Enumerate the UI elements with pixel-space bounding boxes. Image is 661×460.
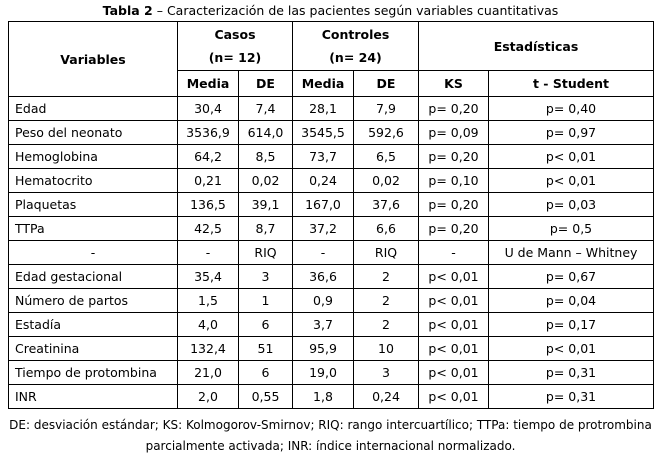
header-casos <box>178 22 293 71</box>
header-variables: Variables <box>9 22 178 97</box>
value-cell: 35,4 <box>178 265 239 289</box>
value-cell: p= 0,97 <box>489 121 654 145</box>
footnote-line1: DE: desviación estándar; KS: Kolmogorov-Smirnov; RIQ: rango intercuartílico; TTPa: tiempo de protrombina <box>9 418 652 432</box>
header-controles-line1: Controles <box>321 27 390 42</box>
value-cell: p< 0,01 <box>489 337 654 361</box>
value-cell: 614,0 <box>239 121 293 145</box>
table-row <box>9 289 654 313</box>
value-cell: 1 <box>239 289 293 313</box>
header-group-row <box>9 22 654 71</box>
value-cell: 592,6 <box>354 121 419 145</box>
value-cell: 3,7 <box>293 313 354 337</box>
subheader-de-controles: DE <box>354 71 419 97</box>
value-cell: p= 0,03 <box>489 193 654 217</box>
value-cell: p= 0,40 <box>489 97 654 121</box>
footnote <box>0 415 661 457</box>
value-cell: 37,2 <box>293 217 354 241</box>
value-cell: p= 0,04 <box>489 289 654 313</box>
value-cell: 19,0 <box>293 361 354 385</box>
subheader-media-casos: Media <box>178 71 239 97</box>
value-cell: p< 0,01 <box>489 169 654 193</box>
value-cell: 6,6 <box>354 217 419 241</box>
value-cell: 6 <box>239 313 293 337</box>
value-cell: U de Mann – Whitney <box>489 241 654 265</box>
value-cell: 64,2 <box>178 145 239 169</box>
table-row <box>9 169 654 193</box>
variable-cell: Número de partos <box>9 289 178 313</box>
value-cell: p< 0,01 <box>419 337 489 361</box>
header-estadisticas: Estadísticas <box>419 22 654 71</box>
value-cell: 95,9 <box>293 337 354 361</box>
table-row <box>9 361 654 385</box>
value-cell: p= 0,5 <box>489 217 654 241</box>
value-cell: 1,8 <box>293 385 354 409</box>
value-cell: - <box>419 241 489 265</box>
value-cell: 2 <box>354 289 419 313</box>
value-cell: 0,02 <box>239 169 293 193</box>
value-cell: 6,5 <box>354 145 419 169</box>
value-cell: 3536,9 <box>178 121 239 145</box>
table-row <box>9 337 654 361</box>
value-cell: 0,9 <box>293 289 354 313</box>
value-cell: p< 0,01 <box>419 313 489 337</box>
value-cell: 30,4 <box>178 97 239 121</box>
variable-cell: Estadía <box>9 313 178 337</box>
header-casos-line1: Casos <box>214 27 256 42</box>
value-cell: p< 0,01 <box>419 289 489 313</box>
value-cell: p= 0,09 <box>419 121 489 145</box>
subheader-t-student: t - Student <box>489 71 654 97</box>
value-cell: p< 0,01 <box>419 385 489 409</box>
value-cell: - <box>178 241 239 265</box>
value-cell: p= 0,31 <box>489 361 654 385</box>
value-cell: 132,4 <box>178 337 239 361</box>
variable-cell: Peso del neonato <box>9 121 178 145</box>
header-controles <box>293 22 419 71</box>
value-cell: 6 <box>239 361 293 385</box>
table-row <box>9 217 654 241</box>
value-cell: p< 0,01 <box>419 265 489 289</box>
value-cell: p< 0,01 <box>419 361 489 385</box>
value-cell: RIQ <box>354 241 419 265</box>
table-caption-text: – Caracterización de las pacientes según variables cuantitativas <box>156 3 559 18</box>
variable-cell: Hematocrito <box>9 169 178 193</box>
value-cell: 3545,5 <box>293 121 354 145</box>
value-cell: 0,21 <box>178 169 239 193</box>
value-cell: 1,5 <box>178 289 239 313</box>
variable-cell: Plaquetas <box>9 193 178 217</box>
table-body <box>9 97 654 409</box>
value-cell: 7,4 <box>239 97 293 121</box>
value-cell: 73,7 <box>293 145 354 169</box>
subheader-de-casos: DE <box>239 71 293 97</box>
value-cell: 36,6 <box>293 265 354 289</box>
value-cell: 3 <box>354 361 419 385</box>
value-cell: 28,1 <box>293 97 354 121</box>
value-cell: 39,1 <box>239 193 293 217</box>
value-cell: 8,7 <box>239 217 293 241</box>
value-cell: 51 <box>239 337 293 361</box>
value-cell: 8,5 <box>239 145 293 169</box>
variable-cell: Creatinina <box>9 337 178 361</box>
value-cell: p= 0,17 <box>489 313 654 337</box>
variable-cell: Edad <box>9 97 178 121</box>
value-cell: 3 <box>239 265 293 289</box>
header-casos-line2: (n= 12) <box>208 50 262 65</box>
value-cell: 2 <box>354 265 419 289</box>
value-cell: 37,6 <box>354 193 419 217</box>
value-cell: RIQ <box>239 241 293 265</box>
value-cell: p= 0,20 <box>419 193 489 217</box>
table-row <box>9 145 654 169</box>
value-cell: p= 0,67 <box>489 265 654 289</box>
value-cell: p= 0,20 <box>419 145 489 169</box>
value-cell: p= 0,20 <box>419 97 489 121</box>
value-cell: p< 0,01 <box>489 145 654 169</box>
value-cell: - <box>293 241 354 265</box>
value-cell: 167,0 <box>293 193 354 217</box>
table-row <box>9 193 654 217</box>
value-cell: 42,5 <box>178 217 239 241</box>
table-caption <box>0 0 661 21</box>
footnote-line2: parcialmente activada; INR: índice internacional normalizado. <box>145 439 516 453</box>
value-cell: 21,0 <box>178 361 239 385</box>
value-cell: 0,02 <box>354 169 419 193</box>
value-cell: 4,0 <box>178 313 239 337</box>
table-row <box>9 241 654 265</box>
table-row <box>9 385 654 409</box>
table-row <box>9 121 654 145</box>
value-cell: 136,5 <box>178 193 239 217</box>
value-cell: 7,9 <box>354 97 419 121</box>
variable-cell: - <box>9 241 178 265</box>
value-cell: 0,24 <box>293 169 354 193</box>
header-controles-line2: (n= 24) <box>329 50 382 65</box>
value-cell: p= 0,10 <box>419 169 489 193</box>
data-table <box>8 21 654 409</box>
variable-cell: Edad gestacional <box>9 265 178 289</box>
table-row <box>9 313 654 337</box>
value-cell: 2,0 <box>178 385 239 409</box>
value-cell: 0,24 <box>354 385 419 409</box>
subheader-ks: KS <box>419 71 489 97</box>
variable-cell: Tiempo de protombina <box>9 361 178 385</box>
table-row <box>9 97 654 121</box>
value-cell: 2 <box>354 313 419 337</box>
value-cell: p= 0,20 <box>419 217 489 241</box>
table-caption-label: Tabla 2 <box>102 3 153 18</box>
value-cell: 0,55 <box>239 385 293 409</box>
subheader-media-controles: Media <box>293 71 354 97</box>
variable-cell: TTPa <box>9 217 178 241</box>
value-cell: 10 <box>354 337 419 361</box>
variable-cell: Hemoglobina <box>9 145 178 169</box>
table-row <box>9 265 654 289</box>
value-cell: p= 0,31 <box>489 385 654 409</box>
variable-cell: INR <box>9 385 178 409</box>
